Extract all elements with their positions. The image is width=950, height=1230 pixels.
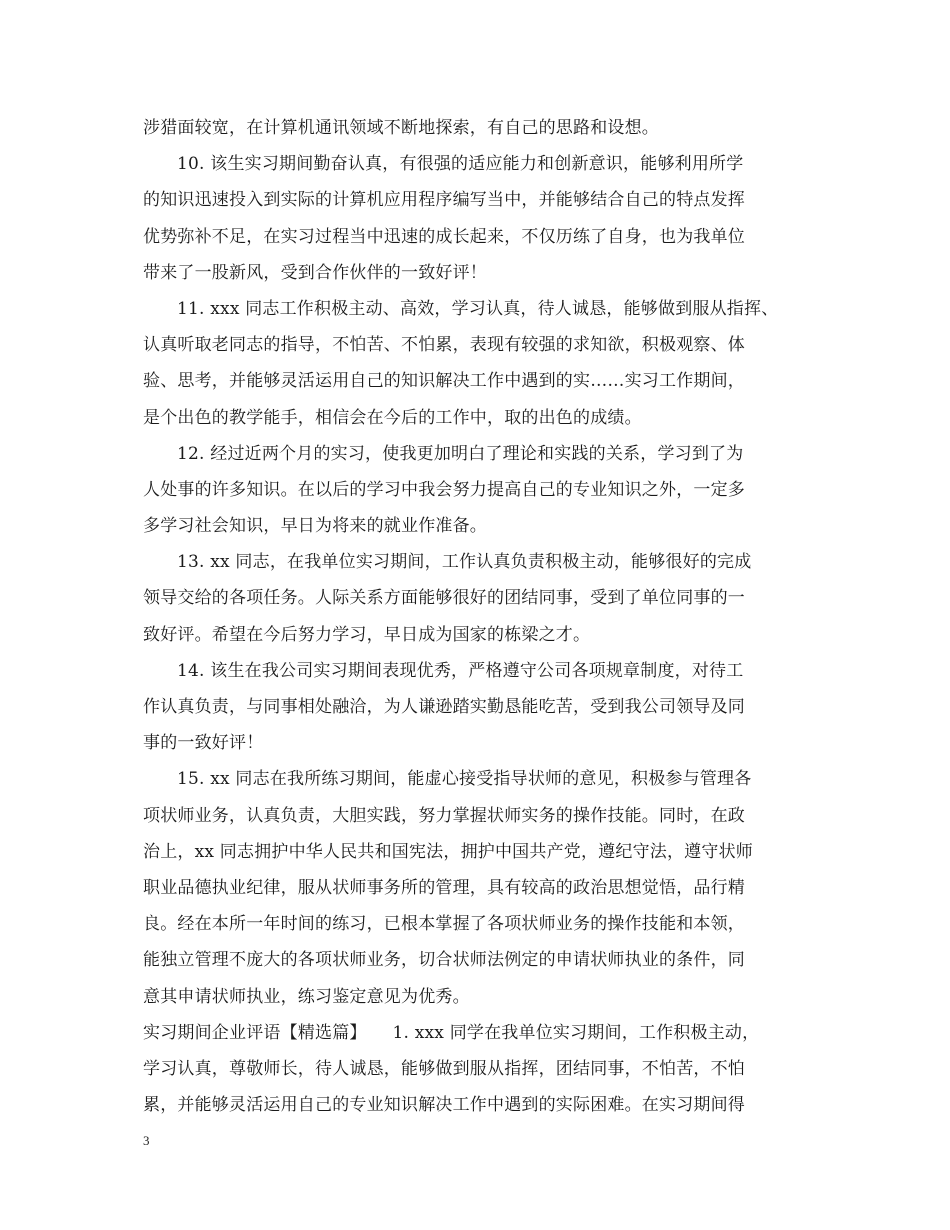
text-line: 11. xxx 同志工作积极主动、高效，学习认真，待人诚恳，能够做到服从指挥、 [177,298,779,319]
text-line: 13. xx 同志，在我单位实习期间，工作认真负责积极主动，能够很好的完成 [177,552,752,573]
text-line: 能独立管理不庞大的各项状师业务，切合状师法例定的申请状师执业的条件，同 [143,950,745,971]
text-line: 认真听取老同志的指导，不怕苦、不怕累，表现有较强的求知欲，积极观察、体 [143,335,745,356]
text-line: 治上，xx 同志拥护中华人民共和国宪法，拥护中国共产党，遵纪守法，遵守状师 [143,841,753,862]
text-line: 作认真负责，与同事相处融洽，为人谦逊踏实勤恳能吃苦，受到我公司领导及同 [143,697,745,717]
text-line: 多学习社会知识，早日为将来的就业作准备。 [143,516,487,537]
text-line: 优势弥补不足，在实习过程当中迅速的成长起来，不仅历练了自身，也为我单位 [143,226,745,247]
text-line: 12. 经过近两个月的实习，使我更加明白了理论和实践的关系，学习到了为 [177,443,744,464]
text-line: 是个出色的教学能手，相信会在今后的工作中，取的出色的成绩。 [143,407,642,428]
text-line: 14. 该生在我公司实习期间表现优秀，严格遵守公司各项规章制度，对待工 [177,660,744,681]
text-line: 人处事的许多知识。在以后的学习中我会努力提高自己的专业知识之外，一定多 [143,479,745,500]
text-line: 15. xx 同志在我所练习期间，能虚心接受指导状师的意见，积极参与管理各 [177,769,752,790]
text-line: 事的一致好评！ [143,733,264,754]
text-line: 学习认真，尊敬师长，待人诚恳，能够做到服从指挥，团结同事，不怕苦，不怕 [143,1058,745,1079]
text-line: 验、思考，并能够灵活运用自己的知识解决工作中遇到的实……实习工作期间， [143,371,745,392]
text-line: 项状师业务，认真负责，大胆实践，努力掌握状师实务的操作技能。同时，在政 [143,805,745,826]
text-line: 10. 该生实习期间勤奋认真，有很强的适应能力和创新意识，能够利用所学 [177,154,744,175]
text-line: 意其申请状师执业，练习鉴定意见为优秀。 [143,986,470,1007]
document-body [143,110,811,1123]
text-line: 带来了一股新风，受到合作伙伴的一致好评！ [143,262,487,283]
page-number: 3 [143,1133,150,1148]
text-line: 良。经在本所一年时间的练习，已根本掌握了各项状师业务的操作技能和本领， [143,914,745,935]
text-line: 致好评。希望在今后努力学习，早日成为国家的栋梁之才。 [143,624,591,645]
text-line: 实习期间企业评语【精选篇】 1. xxx 同学在我单位实习期间，工作积极主动， [143,1022,760,1043]
text-line: 职业品德执业纪律，服从状师事务所的管理，具有较高的政治思想觉悟，品行精 [143,877,745,898]
text-line: 涉猎面较宽，在计算机通讯领域不断地探索，有自己的思路和设想。 [143,118,659,138]
text-line: 领导交给的各项任务。人际关系方面能够很好的团结同事，受到了单位同事的一 [143,588,745,609]
text-line: 累，并能够灵活运用自己的专业知识解决工作中遇到的实际困难。在实习期间得 [143,1095,745,1116]
text-line: 的知识迅速投入到实际的计算机应用程序编写当中，并能够结合自己的特点发挥 [143,190,745,211]
